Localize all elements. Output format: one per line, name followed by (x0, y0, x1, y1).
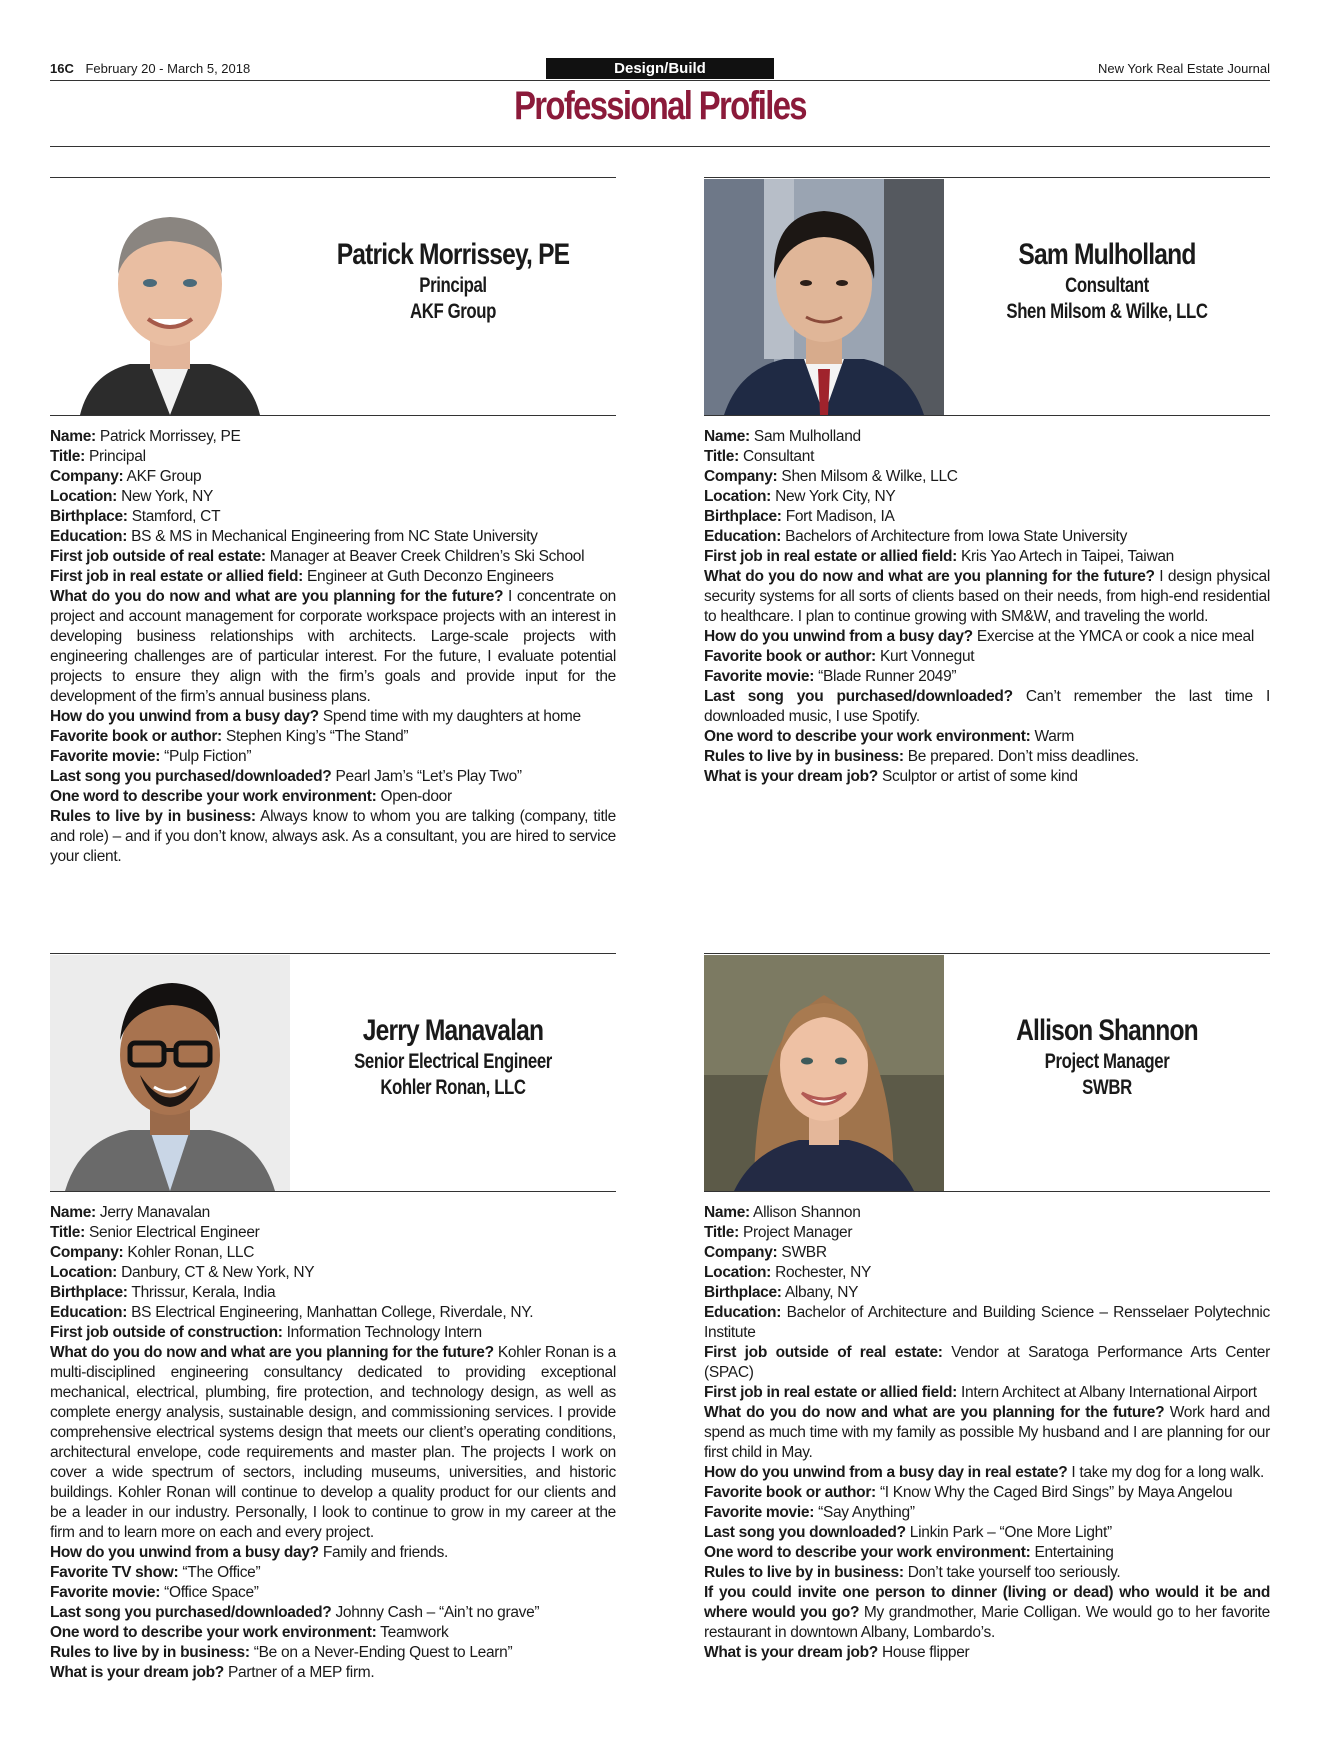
qa-item (704, 1463, 1270, 1483)
qa-question: Title: (704, 448, 739, 465)
qa-item (50, 707, 616, 727)
qa-answer: My grandmother, Marie Colligan. We would go to her favorite restaurant in downtown Albany, Lombardo’s. (704, 1604, 1270, 1641)
qa-question: Favorite movie: (50, 1584, 161, 1601)
qa-question: Favorite book or author: (50, 728, 222, 745)
qa-answer: Project Manager (742, 1224, 853, 1241)
qa-question: Last song you purchased/downloaded? (50, 1604, 332, 1621)
qa-item (704, 1503, 1270, 1523)
qa-item (50, 1323, 616, 1343)
qa-question: What do you do now and what are you planning for the future? (50, 1344, 494, 1361)
qa-item (704, 1643, 1270, 1663)
profile-title: Consultant (1065, 274, 1149, 297)
qa-question: Birthplace: (704, 1284, 782, 1301)
qa-question: First job in real estate or allied field: (704, 1384, 957, 1401)
qa-answer: “I Know Why the Caged Bird Sings” by Maya Angelou (879, 1484, 1233, 1501)
profile-name: Patrick Morrissey, PE (336, 238, 570, 271)
qa-item (50, 567, 616, 587)
qa-question: Name: (50, 1204, 96, 1221)
qa-item (704, 687, 1270, 727)
profile-name: Sam Mulholland (1018, 238, 1196, 271)
qa-answer: Open-door (380, 788, 452, 805)
qa-question: Birthplace: (704, 508, 782, 525)
qa-item (50, 1203, 616, 1223)
qa-answer: Kohler Ronan is a multi-disciplined engineering consultancy dedicated to providing exceptional mechanical, electrical, plumbing, fire protection, and technology design, as well as complete energy analysis, sustainable design, and commissioning services. I provide comprehensive electrical systems design that meets our client’s operating conditions, architectural envelope, code requirements and master plan. The projects I work on cover a wide spectrum of sectors, including museums, universities, and historic buildings. Kohler Ronan will continue to develop a quality product for our clients and be a leader in our industry. Personally, I look to continue to grow in my career at the firm and to learn more on each and every project. (50, 1344, 616, 1541)
qa-item (704, 527, 1270, 547)
profile-company: Shen Milsom & Wilke, LLC (1006, 300, 1208, 323)
qa-item (704, 487, 1270, 507)
qa-answer: Bachelors of Architecture from Iowa State University (785, 528, 1128, 545)
qa-answer: Bachelor of Architecture and Building Science – Rensselaer Polytechnic Institute (704, 1304, 1270, 1341)
qa-item (704, 1243, 1270, 1263)
qa-item (50, 1343, 616, 1543)
qa-item (50, 727, 616, 747)
qa-question: First job outside of construction: (50, 1324, 283, 1341)
divider (704, 177, 1270, 178)
qa-question: If you could invite one person to dinner (living or dead) who would it be and where would you go? (704, 1584, 1270, 1621)
qa-answer: Spend time with my daughters at home (322, 708, 581, 725)
profile-qa (50, 1203, 616, 1683)
divider (704, 1191, 1270, 1192)
qa-item (704, 1263, 1270, 1283)
qa-answer: Shen Milsom & Wilke, LLC (781, 468, 958, 485)
qa-question: One word to describe your work environment: (704, 1544, 1031, 1561)
issue-date: February 20 - March 5, 2018 (85, 61, 251, 76)
qa-answer: Jerry Manavalan (99, 1204, 210, 1221)
qa-answer: Consultant (742, 448, 815, 465)
qa-question: Name: (704, 1204, 750, 1221)
profile-heading (290, 1013, 616, 1101)
qa-question: What do you do now and what are you planning for the future? (704, 1404, 1165, 1421)
qa-item (704, 1483, 1270, 1503)
qa-question: Favorite movie: (50, 748, 161, 765)
page-title: Professional Profiles (514, 84, 806, 128)
qa-question: First job in real estate or allied field: (50, 568, 303, 585)
qa-answer: Stamford, CT (131, 508, 221, 525)
qa-answer: Patrick Morrissey, PE (99, 428, 241, 445)
qa-question: Rules to live by in business: (50, 808, 256, 825)
headshot-photo (704, 179, 944, 415)
qa-item (50, 787, 616, 807)
profile-qa (704, 1203, 1270, 1663)
qa-answer: Manager at Beaver Creek Children’s Ski School (269, 548, 585, 565)
qa-answer: Senior Electrical Engineer (88, 1224, 260, 1241)
qa-item (50, 1543, 616, 1563)
qa-item (50, 1663, 616, 1683)
qa-answer: Danbury, CT & New York, NY (121, 1264, 315, 1281)
qa-item (50, 507, 616, 527)
qa-item (704, 447, 1270, 467)
qa-item (50, 587, 616, 707)
qa-item (50, 807, 616, 867)
qa-question: Education: (704, 528, 782, 545)
page-header (50, 58, 1270, 81)
qa-answer: Information Technology Intern (286, 1324, 482, 1341)
qa-answer: Thrissur, Kerala, India (131, 1284, 276, 1301)
divider (50, 1191, 616, 1192)
qa-item (704, 1543, 1270, 1563)
qa-item (704, 1303, 1270, 1343)
qa-question: Location: (704, 1264, 772, 1281)
qa-answer: Linkin Park – “One More Light” (909, 1524, 1112, 1541)
publication-name: New York Real Estate Journal (1098, 61, 1270, 76)
qa-answer: Engineer at Guth Deconzo Engineers (307, 568, 554, 585)
qa-question: What do you do now and what are you planning for the future? (50, 588, 504, 605)
qa-question: What is your dream job? (50, 1664, 224, 1681)
qa-answer: I design physical security systems for all sorts of clients based on their needs, from high-end residential to healthcare. I plan to continue growing with SM&W, and traveling the world. (704, 568, 1270, 625)
qa-question: Title: (704, 1224, 739, 1241)
qa-question: Education: (704, 1304, 782, 1321)
profile-name: Jerry Manavalan (362, 1014, 544, 1047)
qa-question: Favorite book or author: (704, 1484, 876, 1501)
qa-answer: New York City, NY (775, 488, 896, 505)
qa-item (704, 1583, 1270, 1643)
qa-item (704, 1223, 1270, 1243)
qa-answer: Albany, NY (784, 1284, 859, 1301)
qa-question: One word to describe your work environment: (704, 728, 1031, 745)
qa-item (50, 1623, 616, 1643)
qa-answer: New York, NY (121, 488, 214, 505)
qa-item (704, 567, 1270, 627)
qa-answer: Work hard and spend as much time with my family as possible My husband and I are planning for our first child in May. (704, 1404, 1270, 1461)
qa-answer: Principal (88, 448, 146, 465)
qa-answer: “Pulp Fiction” (164, 748, 252, 765)
qa-question: Favorite book or author: (704, 648, 876, 665)
qa-question: Name: (704, 428, 750, 445)
qa-question: Location: (704, 488, 772, 505)
qa-answer: Intern Architect at Albany International Airport (961, 1384, 1257, 1401)
profile-name: Allison Shannon (1016, 1014, 1198, 1047)
qa-answer: “Say Anything” (818, 1504, 915, 1521)
profile-company: SWBR (1082, 1076, 1132, 1099)
headshot-photo (50, 955, 290, 1191)
qa-question: Company: (50, 1244, 124, 1261)
qa-answer: Can’t remember the last time I downloaded music, I use Spotify. (704, 688, 1270, 725)
qa-answer: Family and friends. (322, 1544, 449, 1561)
qa-item (704, 1383, 1270, 1403)
qa-answer: SWBR (781, 1244, 827, 1261)
qa-answer: “Blade Runner 2049” (818, 668, 957, 685)
qa-answer: House flipper (881, 1644, 970, 1661)
qa-item (704, 1343, 1270, 1383)
qa-item (50, 1583, 616, 1603)
profile-company: AKF Group (410, 300, 496, 323)
title-divider (50, 146, 1270, 147)
divider (50, 177, 616, 178)
divider (704, 415, 1270, 416)
qa-answer: I concentrate on project and account management for corporate workspace projects with an interest in developing business relationships with architects. Large-scale projects with engineering challenges are of particular interest. For the future, I evaluate potential projects to ensure they align with the firm’s goals and provide input for the development of the firm’s annual business plans. (50, 588, 616, 705)
headshot-photo (704, 955, 944, 1191)
qa-answer: Partner of a MEP firm. (227, 1664, 375, 1681)
qa-item (704, 427, 1270, 447)
qa-item (704, 667, 1270, 687)
qa-item (704, 1523, 1270, 1543)
qa-question: Rules to live by in business: (704, 1564, 904, 1581)
qa-question: Rules to live by in business: (704, 748, 904, 765)
divider (704, 953, 1270, 954)
qa-item (704, 627, 1270, 647)
qa-question: Name: (50, 428, 96, 445)
qa-item (50, 1303, 616, 1323)
qa-item (50, 767, 616, 787)
qa-answer: Stephen King’s “The Stand” (225, 728, 409, 745)
qa-item (50, 747, 616, 767)
qa-question: What is your dream job? (704, 1644, 878, 1661)
qa-question: What is your dream job? (704, 768, 878, 785)
qa-question: Favorite TV show: (50, 1564, 179, 1581)
qa-question: Location: (50, 488, 118, 505)
qa-question: Birthplace: (50, 1284, 128, 1301)
qa-answer: Vendor at Saratoga Performance Arts Center (SPAC) (704, 1344, 1270, 1381)
qa-answer: Warm (1034, 728, 1075, 745)
profile-qa (704, 427, 1270, 787)
qa-question: One word to describe your work environment: (50, 1624, 377, 1641)
page-number: 16C (50, 61, 74, 76)
qa-item (50, 447, 616, 467)
qa-question: Rules to live by in business: (50, 1644, 250, 1661)
qa-answer: I take my dog for a long walk. (1071, 1464, 1265, 1481)
qa-question: What do you do now and what are you planning for the future? (704, 568, 1155, 585)
profile-company: Kohler Ronan, LLC (380, 1076, 526, 1099)
qa-answer: Johnny Cash – “Ain’t no grave” (335, 1604, 540, 1621)
qa-item (704, 1283, 1270, 1303)
qa-item (704, 467, 1270, 487)
qa-item (704, 507, 1270, 527)
qa-item (50, 527, 616, 547)
qa-question: How do you unwind from a busy day? (50, 708, 319, 725)
qa-question: How do you unwind from a busy day in real estate? (704, 1464, 1068, 1481)
qa-item (50, 1223, 616, 1243)
qa-question: Favorite movie: (704, 1504, 815, 1521)
qa-item (704, 1403, 1270, 1463)
qa-question: How do you unwind from a busy day? (704, 628, 973, 645)
qa-question: Education: (50, 528, 128, 545)
qa-answer: Be prepared. Don’t miss deadlines. (907, 748, 1139, 765)
profile-title: Principal (419, 274, 487, 297)
qa-answer: Entertaining (1034, 1544, 1114, 1561)
qa-question: Last song you purchased/downloaded? (50, 768, 332, 785)
headshot-photo (50, 179, 290, 415)
qa-answer: Kurt Vonnegut (879, 648, 975, 665)
qa-answer: AKF Group (126, 468, 202, 485)
qa-item (50, 1563, 616, 1583)
qa-question: First job outside of real estate: (50, 548, 266, 565)
profile-title: Project Manager (1044, 1050, 1170, 1073)
qa-item (704, 1203, 1270, 1223)
qa-question: First job outside of real estate: (704, 1344, 943, 1361)
qa-item (50, 1283, 616, 1303)
qa-item (50, 1643, 616, 1663)
qa-answer: Sam Mulholland (753, 428, 861, 445)
qa-answer: BS Electrical Engineering, Manhattan College, Riverdale, NY. (131, 1304, 534, 1321)
qa-item (50, 427, 616, 447)
profile-qa (50, 427, 616, 867)
qa-answer: Don’t take yourself too seriously. (907, 1564, 1121, 1581)
qa-answer: Kris Yao Artech in Taipei, Taiwan (961, 548, 1174, 565)
qa-answer: Sculptor or artist of some kind (881, 768, 1078, 785)
qa-answer: “Office Space” (164, 1584, 259, 1601)
qa-question: Company: (704, 468, 778, 485)
qa-answer: Rochester, NY (775, 1264, 872, 1281)
qa-item (50, 1263, 616, 1283)
qa-answer: Kohler Ronan, LLC (127, 1244, 255, 1261)
qa-answer: “The Office” (182, 1564, 261, 1581)
header-left (50, 61, 250, 76)
profile-heading (290, 237, 616, 325)
qa-item (704, 767, 1270, 787)
qa-question: Birthplace: (50, 508, 128, 525)
qa-answer: Exercise at the YMCA or cook a nice meal (976, 628, 1255, 645)
qa-item (704, 727, 1270, 747)
qa-question: Company: (704, 1244, 778, 1261)
qa-question: Education: (50, 1304, 128, 1321)
qa-answer: Allison Shannon (753, 1204, 861, 1221)
profile-title: Senior Electrical Engineer (354, 1050, 552, 1073)
qa-item (704, 1563, 1270, 1583)
qa-item (50, 487, 616, 507)
qa-answer: BS & MS in Mechanical Engineering from NC State University (131, 528, 538, 545)
qa-item (50, 1603, 616, 1623)
qa-question: First job in real estate or allied field: (704, 548, 957, 565)
qa-answer: Teamwork (380, 1624, 449, 1641)
qa-question: Last song you purchased/downloaded? (704, 688, 1013, 705)
qa-item (50, 547, 616, 567)
divider (50, 953, 616, 954)
qa-question: Title: (50, 448, 85, 465)
qa-answer: “Be on a Never-Ending Quest to Learn” (253, 1644, 513, 1661)
qa-item (50, 467, 616, 487)
qa-item (704, 547, 1270, 567)
qa-item (50, 1243, 616, 1263)
qa-question: Favorite movie: (704, 668, 815, 685)
section-label: Design/Build (546, 58, 774, 79)
qa-item (704, 747, 1270, 767)
qa-question: Title: (50, 1224, 85, 1241)
profile-heading (944, 237, 1270, 325)
qa-question: Location: (50, 1264, 118, 1281)
qa-question: One word to describe your work environment: (50, 788, 377, 805)
qa-answer: Fort Madison, IA (785, 508, 895, 525)
divider (50, 415, 616, 416)
qa-question: Last song you downloaded? (704, 1524, 906, 1541)
qa-question: How do you unwind from a busy day? (50, 1544, 319, 1561)
qa-answer: Pearl Jam’s “Let’s Play Two” (335, 768, 522, 785)
qa-item (704, 647, 1270, 667)
qa-answer: Always know to whom you are talking (company, title and role) – and if you don’t know, always ask. As a consultant, you are hired to service your client. (50, 808, 616, 865)
profile-heading (944, 1013, 1270, 1101)
qa-question: Company: (50, 468, 124, 485)
